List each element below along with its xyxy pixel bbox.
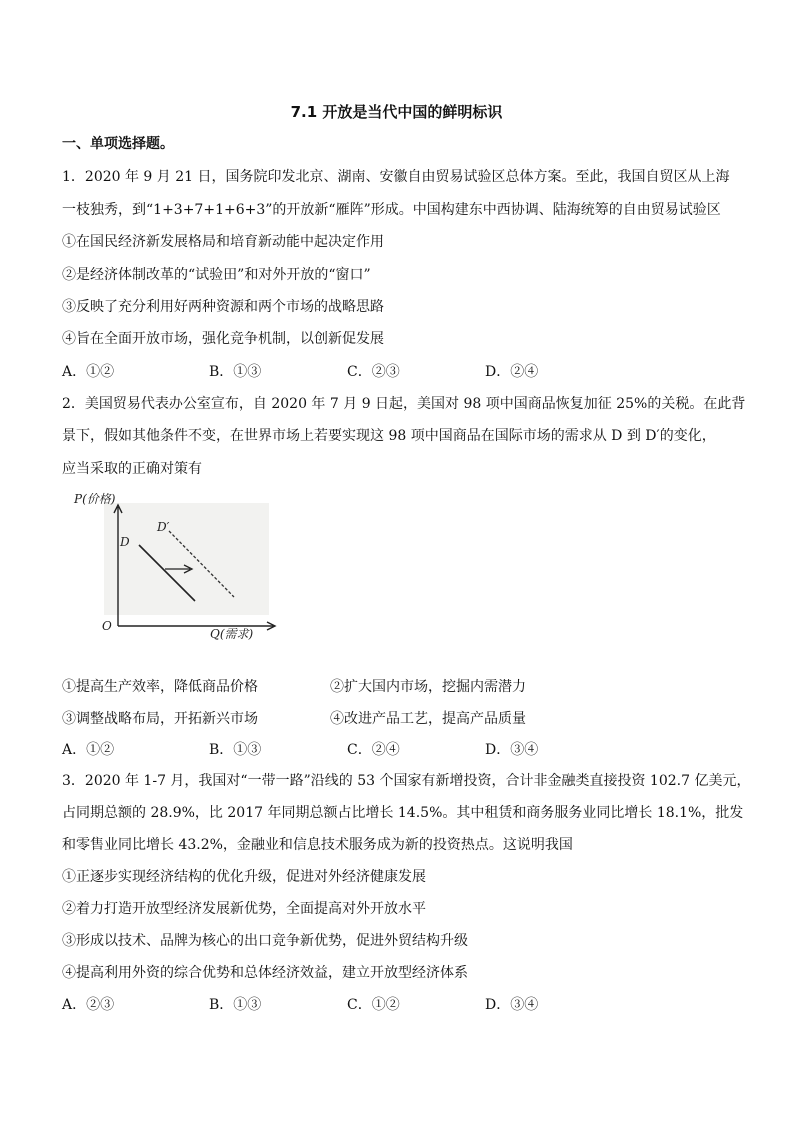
q3-option-d[interactable]: D．③④	[485, 997, 539, 1013]
curve-d-prime-label: D′	[157, 520, 170, 534]
section-heading: 一、单项选择题。	[62, 136, 174, 152]
origin-label: O	[102, 619, 112, 633]
q1-option-d[interactable]: D．②④	[485, 364, 539, 380]
q1-option-b[interactable]: B．①③	[209, 364, 262, 380]
q3-option-b[interactable]: B．①③	[209, 997, 262, 1013]
q3-stem-line-2: 占同期总额的 28.9%，比 2017 年同期总额占比增长 14.5%。其中租赁和商务服务业同比增长 18.1%，批发	[62, 805, 744, 821]
q3-statement-1: ①正逐步实现经济结构的优化升级，促进对外经济健康发展	[62, 869, 426, 885]
demand-curve-figure	[62, 485, 282, 645]
curve-d-label: D	[120, 535, 130, 549]
q2-option-d[interactable]: D．③④	[485, 742, 539, 758]
q2-option-c[interactable]: C．②④	[347, 742, 400, 758]
q2-statement-1: ①提高生产效率，降低商品价格	[62, 679, 258, 695]
q3-statement-4: ④提高利用外资的综合优势和总体经济效益，建立开放型经济体系	[62, 965, 468, 981]
q1-statement-2: ②是经济体制改革的“试验田”和对外开放的“窗口”	[62, 267, 371, 283]
q3-option-c[interactable]: C．①②	[347, 997, 400, 1013]
demand-curve-svg	[62, 485, 282, 645]
q2-statement-4: ④改进产品工艺，提高产品质量	[330, 711, 526, 727]
q2-option-b[interactable]: B．①③	[209, 742, 262, 758]
page-title: 7.1 开放是当代中国的鲜明标识	[290, 103, 503, 121]
q2-stem-line-3: 应当采取的正确对策有	[62, 461, 202, 477]
q1-option-a[interactable]: A．①②	[62, 364, 115, 380]
q2-statement-2: ②扩大国内市场，挖掘内需潜力	[330, 679, 526, 695]
x-axis-label: Q(需求)	[210, 627, 254, 641]
q1-statement-1: ①在国民经济新发展格局和培育新动能中起决定作用	[62, 234, 384, 250]
q1-stem-line-1: 1．2020 年 9 月 21 日，国务院印发北京、湖南、安徽自由贸易试验区总体方案。至此，我国自贸区从上海	[62, 169, 730, 185]
q2-option-a[interactable]: A．①②	[62, 742, 115, 758]
q3-stem-line-1: 3．2020 年 1-7 月，我国对“一带一路”沿线的 53 个国家有新增投资，合计非金融类直接投资 102.7 亿美元，	[62, 773, 751, 789]
q1-option-c[interactable]: C．②③	[347, 364, 400, 380]
y-axis-label: P(价格)	[74, 492, 116, 506]
q1-statement-3: ③反映了充分利用好两种资源和两个市场的战略思路	[62, 299, 384, 315]
q3-stem-line-3: 和零售业同比增长 43.2%，金融业和信息技术服务成为新的投资热点。这说明我国	[62, 837, 573, 853]
q2-statement-3: ③调整战略布局，开拓新兴市场	[62, 711, 258, 727]
q3-statement-2: ②着力打造开放型经济发展新优势，全面提高对外开放水平	[62, 901, 426, 917]
q3-option-a[interactable]: A．②③	[62, 997, 115, 1013]
q1-statement-4: ④旨在全面开放市场，强化竞争机制，以创新促发展	[62, 331, 384, 347]
q3-statement-3: ③形成以技术、品牌为核心的出口竞争新优势，促进外贸结构升级	[62, 933, 468, 949]
q1-stem-line-2: 一枝独秀，到“1+3+7+1+6+3”的开放新“雁阵”形成。中国构建东中西协调、陆海统筹的自由贸易试验区	[62, 202, 721, 218]
q2-stem-line-1: 2．美国贸易代表办公室宣布，自 2020 年 7 月 9 日起，美国对 98 项中国商品恢复加征 25%的关税。在此背	[62, 396, 746, 412]
figure-background	[104, 503, 269, 615]
q2-stem-line-2: 景下，假如其他条件不变，在世界市场上若要实现这 98 项中国商品在国际市场的需求从 D 到 D′的变化，	[62, 428, 716, 444]
